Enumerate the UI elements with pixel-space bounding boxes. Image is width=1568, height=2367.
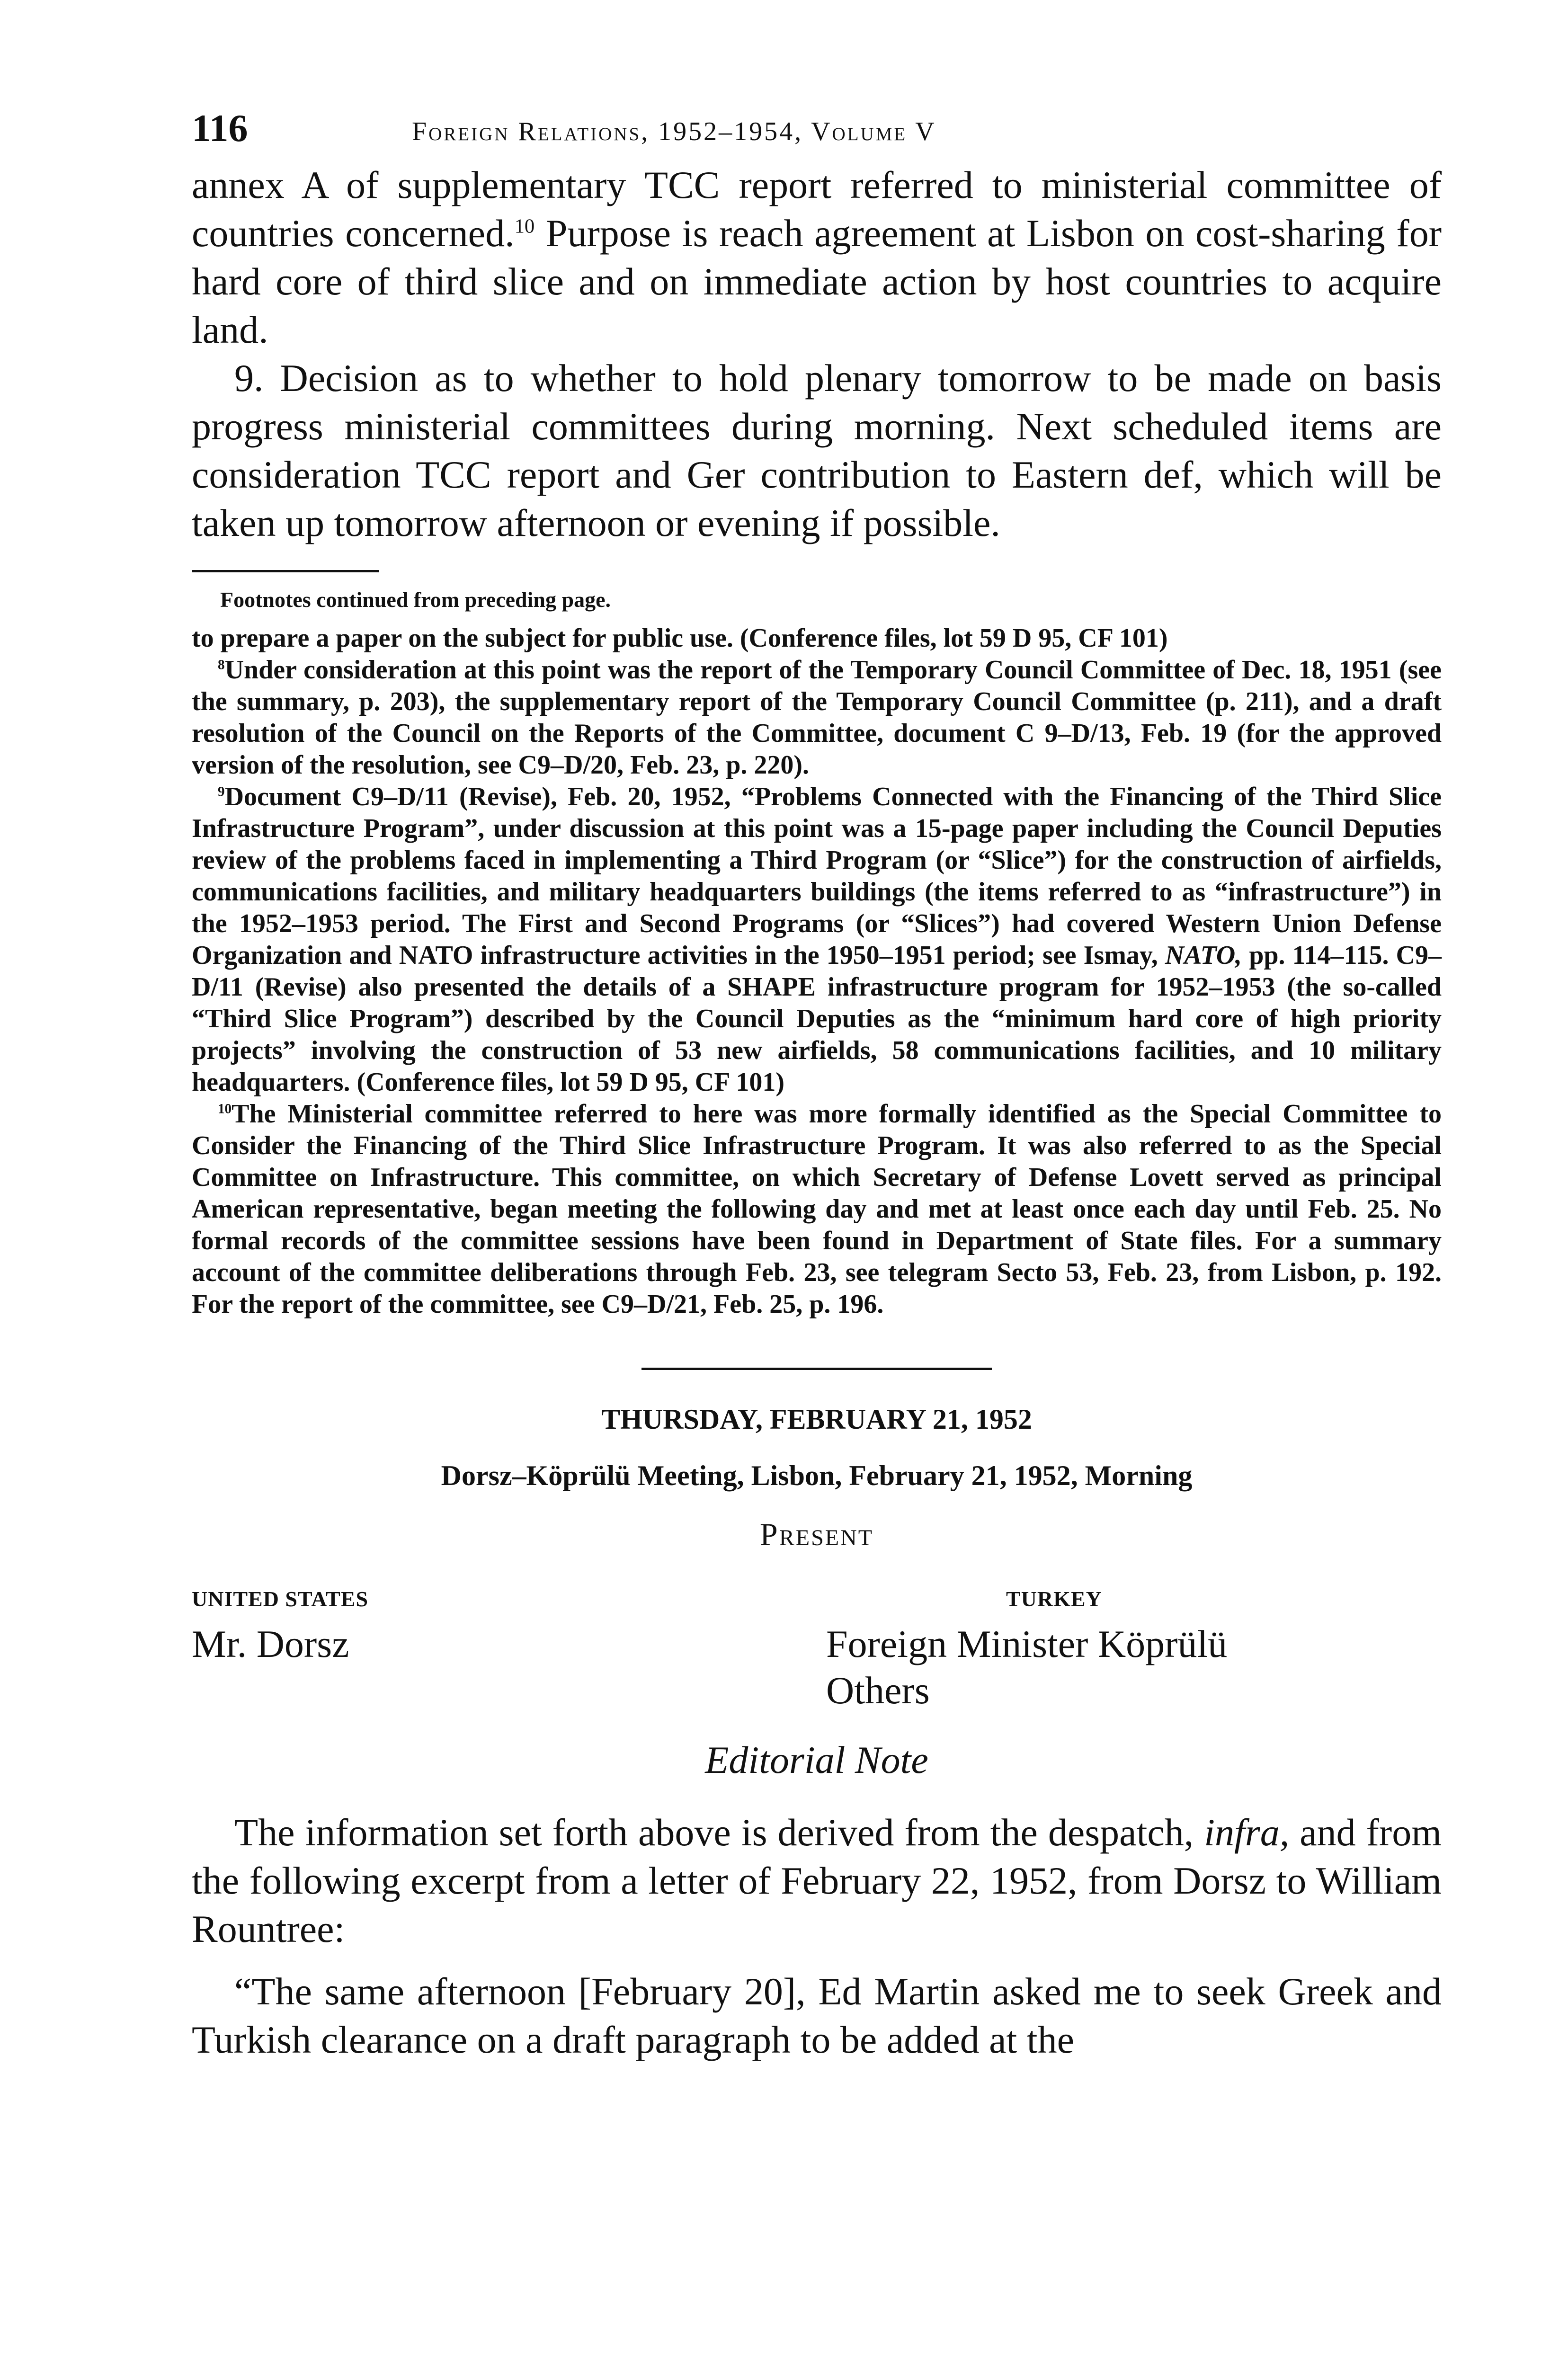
footnote-10: $^{10}$The Ministerial committee referred to here was more formally identified as the Special Committee to Consider the Financing of the Third Slice Infrastructure Program. It was also referred to as the Special Committee on Infrastructure. This committee, on which Secretary of Defense Lovett served as principal American representative, began meeting the following day and met at least once each day until Feb. 25. No formal records of the committee sessions have been found in Department of State files. For a summary account of the committee deliberations through Feb. 23, see telegram Secto 53, Feb. 23, from Lisbon, p. 192. For the report of the committee, see C9–D/21, Feb. 25, p. 196. [192,1099,1442,1319]
participant-name: Others [826,1669,930,1712]
footnote-mark-10: 10 [218,1101,232,1117]
editorial-paragraph: The information set forth above is derived from the despatch, infra, and from the following excerpt from a letter of February 22, 1952, from Dorsz to William Rountree: [192,1811,1442,1950]
document-page [192,109,1442,2064]
running-header [192,109,1442,161]
date-heading: THURSDAY, FEBRUARY 21, 1952 [601,1404,1032,1435]
footnote-mark-8: 8 [218,657,225,673]
participants-united-states [192,1586,368,1667]
section-divider [641,1368,992,1370]
country-label-united-states: UNITED STATES [192,1587,369,1611]
country-label-turkey: TURKEY [1006,1587,1102,1611]
participants-list [192,1586,1442,1724]
body-paragraph-1: annex A of supplementary TCC report referred to ministerial committee of countries concerned.$^{10}$ Purpose is reach agreement at Lisbon on cost-sharing for hard core of third slice and on immediate action by host countries to acquire land. [192,163,1442,351]
footnotes-continued-label: Footnotes continued from preceding page. [220,587,611,612]
participant-name: Mr. Dorsz [192,1622,349,1665]
participant-name: Foreign Minister Köprülü [826,1622,1228,1665]
footnote-mark-9: 9 [218,784,225,800]
body-paragraph-2: 9. Decision as to whether to hold plenary tomorrow to be made on basis progress ministerial committees during morning. Next scheduled items are consideration TCC report and Ger contribution to Eastern def, which will be taken up tomorrow afternoon or evening if possible. [192,356,1442,544]
footnote-9: $^9$Document C9–D/11 (Revise), Feb. 20, 1952, “Problems Connected with the Financing of the Third Slice Infrastructure Program”, under discussion at this point was a 15-page paper including the Council Deputies review of the problems faced in implementing a Third Program (or “Slice”) for the construction of airfields, communications facilities, and military headquarters buildings (the items referred to as “infrastructure”) in the 1952–1953 period. The First and Second Programs (or “Slices”) had covered Western Union Defense Organization and NATO infrastructure activities in the 1950–1951 period; see Ismay, NATO, pp. 114–115. C9–D/11 (Revise) also presented the details of a SHAPE infrastructure program for 1952–1953 (the so-called “Third Slice Program”) described by the Council Deputies as the “minimum hard core of high priority projects” involving the construction of 53 new airfields, 58 communications facilities, and 10 military headquarters. (Conference files, lot 59 D 95, CF 101) [192,782,1442,1097]
running-title: Foreign Relations, 1952–1954, Volume V [412,117,936,146]
participants-turkey [826,1586,1227,1714]
page-number: 116 [192,107,248,150]
footnote-divider [192,570,379,572]
editorial-note-heading: Editorial Note [705,1738,928,1781]
footnote-continuation: to prepare a paper on the subject for public use. (Conference files, lot 59 D 95, CF 101) [192,623,1168,653]
footnote-ref-10[interactable]: 10 [514,215,535,238]
quote-paragraph: “The same afternoon [February 20], Ed Martin asked me to seek Greek and Turkish clearance on a draft paragraph to be added at the [192,1970,1442,2061]
meeting-title: Dorsz–Köprülü Meeting, Lisbon, February 21, 1952, Morning [441,1460,1193,1491]
present-heading: Present [759,1516,874,1552]
footnote-8: $^8$Under consideration at this point was the report of the Temporary Council Committee of Dec. 18, 1951 (see the summary, p. 203), the supplementary report of the Temporary Council Committee (p. 211), and a draft resolution of the Council on the Reports of the Committee, document C 9–D/13, Feb. 19 (for the approved version of the resolution, see C9–D/20, Feb. 23, p. 220). [192,655,1442,780]
